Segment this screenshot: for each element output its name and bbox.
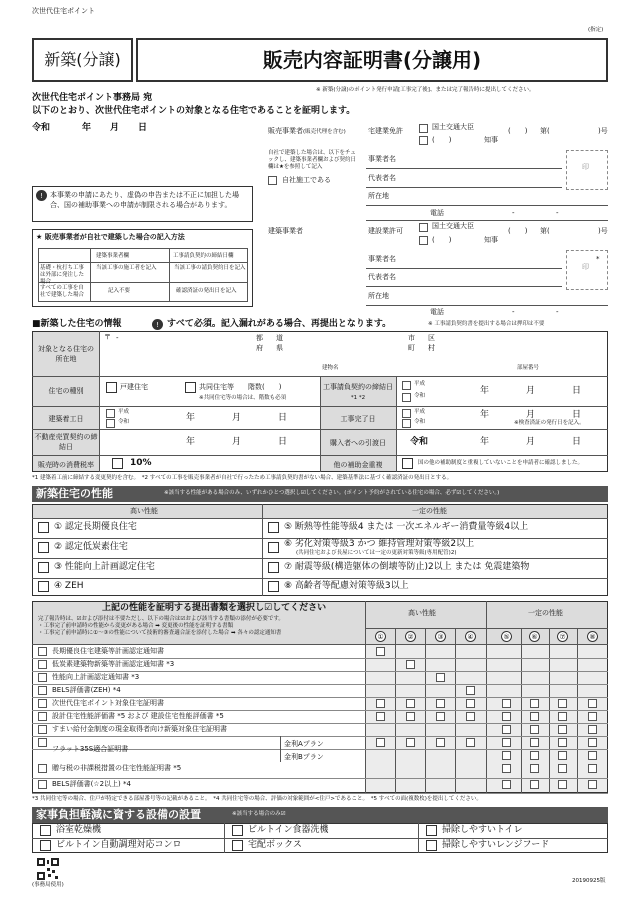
permit-dai: 第( — [540, 227, 550, 235]
shi: 市 — [408, 334, 415, 342]
builder-seal-star: * — [596, 255, 600, 263]
doc-row-5-col-1-checkbox[interactable] — [376, 699, 385, 708]
detached-label: 戸建住宅 — [120, 383, 148, 391]
builder-seal: 印 — [582, 263, 589, 271]
doc-col-5: ⑤ — [501, 631, 512, 642]
warning-text: 本事業の申請にあたり、虚偽の申告または不正に加担した場合、国の補助事業への申請が制限される場合があります。 — [50, 191, 239, 209]
builder-gov-checkbox[interactable] — [419, 236, 428, 245]
perf-1-checkbox[interactable] — [38, 522, 49, 533]
statement: 以下のとおり、次世代住宅ポイントの対象となる住宅であることを証明します。 — [32, 106, 356, 116]
footnote-2: *3 共同住宅等の場合、住戸が特定できる部屋番号等の記載があること。 *4 共同住宅等の場合、評価の対象範囲が<住戸>であること。 *5 すべての面(複数枚)を提出してください。 — [32, 796, 482, 802]
equip-dishwasher-checkbox[interactable] — [232, 825, 243, 836]
doc-row-7-col-8-checkbox[interactable] — [588, 725, 597, 734]
doc-high-header: 高い性能 — [408, 609, 436, 617]
complete-heisei: 平成 — [414, 409, 426, 415]
type-label: 住宅の種別 — [48, 387, 84, 395]
equip-range-hood: 掃除しやすいレンジフード — [442, 840, 550, 850]
perf-8-checkbox[interactable] — [268, 581, 279, 592]
do: 道 — [276, 334, 283, 342]
complete-heisei-cb[interactable] — [402, 409, 411, 418]
version: 20190925版 — [572, 878, 606, 884]
self-build-label: 自社施工である — [282, 176, 331, 184]
date-day: 日 — [138, 123, 148, 133]
doc-row-6-col-3-checkbox[interactable] — [436, 712, 445, 721]
ken: 県 — [276, 344, 283, 352]
perf-1-label: ① 認定長期優良住宅 — [54, 522, 137, 532]
seller-name-label: 事業者名 — [368, 155, 396, 163]
contract-label: 工事請負契約の締結日 — [323, 383, 393, 391]
doc-row-8-label: フラット35S適合証明書 — [52, 745, 129, 753]
doc-row-8-col-8-checkbox[interactable] — [588, 738, 597, 747]
perf-6-note: (共同住宅および長屋については一定の更新対策等級(専用配管)2) — [296, 550, 457, 556]
doc-row-6-col-1-checkbox[interactable] — [376, 712, 385, 721]
seller-rep-label: 代表者名 — [368, 174, 396, 182]
doc-row-8-col-4-checkbox[interactable] — [466, 738, 475, 747]
complete-label: 工事完了日 — [340, 415, 376, 423]
equip-range-hood-checkbox[interactable] — [426, 840, 437, 851]
sale-y: 年 — [186, 437, 196, 447]
contract-y: 年 — [480, 386, 490, 396]
zip-mark: 〒 — [104, 333, 111, 341]
doc-row-5-label: 次世代住宅ポイント対象住宅証明書 — [52, 699, 164, 707]
doc-row-4-label: BELS評価書(ZEH) *4 — [52, 686, 121, 694]
doc-row-8-checkbox[interactable] — [38, 738, 47, 747]
shared-note: ※共同住宅等の場合は、階数も必須 — [199, 395, 287, 401]
doc-row-8-col-1-checkbox[interactable] — [376, 738, 385, 747]
doc-row-11-col-7-checkbox[interactable] — [558, 780, 567, 789]
perf-4-label: ④ ZEH — [54, 581, 84, 591]
seller-seal: 印 — [582, 163, 589, 171]
builder-name-label: 事業者名 — [368, 255, 396, 263]
gov-checkbox[interactable] — [419, 136, 428, 145]
sec1-must: すべて必須。記入漏れがある場合、再提出となります。 — [167, 319, 392, 329]
doc-col-3: ③ — [435, 631, 446, 642]
doc-note1: 完了報告時は、☑および添付は不要ただし、以下の場合は☑および該当する書類の添付が必要です。 — [38, 616, 284, 622]
mlit-label: 国土交通大臣 — [432, 123, 474, 131]
doc-row-7-col-7-checkbox[interactable] — [558, 725, 567, 734]
doc-row-3-checkbox[interactable] — [38, 673, 47, 682]
sale-d: 日 — [278, 437, 288, 447]
doc-title: 上記の性能を証明する提出書類を選択し☑してください — [102, 603, 327, 613]
doc-row-5-col-3-checkbox[interactable] — [436, 699, 445, 708]
date-month: 月 — [110, 123, 120, 133]
equip-bath-dryer: 浴室乾燥機 — [56, 825, 102, 835]
doc-row-6-col-2-checkbox[interactable] — [406, 712, 415, 721]
start-y: 年 — [186, 413, 196, 423]
start-m: 月 — [232, 413, 242, 423]
sec3-note: ※該当する場合のみ☑ — [232, 811, 286, 817]
perf-2-checkbox[interactable] — [38, 542, 49, 553]
start-d: 日 — [278, 413, 288, 423]
seller-addr-label: 所在地 — [368, 192, 389, 200]
self-build-checkbox[interactable] — [268, 176, 277, 185]
doc-row-5-col-5-checkbox[interactable] — [502, 699, 511, 708]
shared-label: 共同住宅等 — [199, 383, 234, 391]
perf-high-header: 高い性能 — [130, 507, 158, 515]
self-build-note: 自社で建築した場合は、以下をチェックし、建築事業者欄および契約日欄は★を参照して記入 — [268, 150, 357, 170]
doc-row-5-col-7-checkbox[interactable] — [558, 699, 567, 708]
doc-row-4-checkbox[interactable] — [38, 686, 47, 695]
star-row1: 基礎・杭打ち工事は外部に発注した場合 — [40, 265, 85, 285]
seller-label-sub: (販売代理を含む) — [303, 129, 346, 135]
doc-row-7-label: すまい給付金制度の現金取得者向け新築対象住宅証明書 — [52, 725, 227, 733]
license-paren: ( ) — [508, 127, 528, 135]
doc-row-3-label: 性能向上計画認定通知書 *3 — [52, 673, 140, 681]
complete-y: 年 — [480, 410, 490, 420]
doc-col-4: ④ — [465, 631, 476, 642]
star-row2a: 記入不要 — [108, 288, 131, 294]
start-heisei: 平成 — [118, 409, 130, 415]
tax-checkbox[interactable] — [112, 458, 123, 469]
category-badge: 新築(分譲) — [32, 38, 133, 82]
contract-heisei-cb[interactable] — [402, 381, 411, 390]
other-note: 国の他の補助制度と重複していないことを申請者に確認しました。 — [418, 460, 584, 466]
doc-row-5-col-4-checkbox[interactable] — [466, 699, 475, 708]
date-year: 年 — [82, 123, 92, 133]
move-d: 日 — [572, 437, 582, 447]
doc-col-8: ⑧ — [587, 631, 598, 642]
star-row2: すべての工事を自社で建築した場合 — [40, 285, 85, 298]
perf-2-label: ② 認定低炭素住宅 — [54, 542, 128, 552]
doc-row-8-col-3-checkbox[interactable] — [436, 738, 445, 747]
doc-row-9-col-8-checkbox[interactable] — [588, 751, 597, 760]
doc-row-2-checkbox[interactable] — [38, 660, 47, 669]
move-reiwa: 令和 — [410, 437, 429, 447]
equip-stove: ビルトイン自動調理対応コンロ — [56, 840, 182, 850]
perf-std-header: 一定の性能 — [412, 507, 447, 515]
perf-7-label: ⑦ 耐震等級(構造躯体の倒壊等防止)2以上 または 免震建築物 — [284, 562, 530, 572]
mlit-checkbox[interactable] — [419, 124, 428, 133]
bldg-label: 建物名 — [322, 365, 339, 371]
complete-d: 日 — [572, 410, 582, 420]
qr-code-icon — [36, 857, 60, 881]
doc-row-10-col-5-checkbox[interactable] — [502, 764, 511, 773]
equip-delivery-box: 宅配ボックス — [248, 840, 302, 850]
doc-col-1: ① — [375, 631, 386, 642]
program-name: 次世代住宅ポイント — [32, 7, 95, 15]
license-label: 宅建業免許 — [368, 127, 403, 135]
move-label: 購入者への引渡日 — [330, 439, 386, 447]
doc-row-5-col-2-checkbox[interactable] — [406, 699, 415, 708]
doc-row-10-checkbox[interactable] — [38, 764, 47, 773]
sec1-note: ※ 工事請負契約書を提出する場合は押印は不要 — [428, 321, 545, 327]
builder-mlit-label: 国土交通大臣 — [432, 222, 474, 230]
doc-row-4-col-4-checkbox[interactable] — [466, 686, 475, 695]
doc-row-11-label: BELS評価書(☆2以上) *4 — [52, 780, 131, 788]
doc-row-10-col-7-checkbox[interactable] — [558, 764, 567, 773]
doc-row-8-col-2-checkbox[interactable] — [406, 738, 415, 747]
sec1-title: ■新築した住宅の情報 — [32, 319, 122, 329]
inspect-note: ※検査済証の発行日を記入。 — [514, 420, 585, 426]
doc-row-1-col-1-checkbox[interactable] — [376, 647, 385, 656]
doc-row-5-col-8-checkbox[interactable] — [588, 699, 597, 708]
perf-5-label: ⑤ 断熱等性能等級4 または 一次エネルギー消費量等級4以上 — [284, 522, 529, 532]
doc-row-6-col-4-checkbox[interactable] — [466, 712, 475, 721]
equip-toilet-checkbox[interactable] — [426, 825, 437, 836]
permit-go: )号 — [598, 227, 608, 235]
doc-row-11-col-5-checkbox[interactable] — [502, 780, 511, 789]
sec3-title: 家事負担軽減に資する設備の設置 — [36, 808, 201, 821]
start-heisei-cb[interactable] — [106, 409, 115, 418]
footnote-1: *1 建築着工前に締結する変更契約を含む。 *2 すべての工事を販売事業者が自社で行ったため工事請負契約書がない場合、建築基準法に基づく確認済証の発出日とする。 — [32, 475, 453, 481]
builder-gov-label: 知事 — [484, 236, 498, 244]
perf-6-checkbox[interactable] — [268, 542, 279, 553]
builder-addr-label: 所在地 — [368, 292, 389, 300]
seller-tel-label: 電話 — [430, 209, 444, 217]
builder-tel-label: 電話 — [430, 308, 444, 316]
sale-m: 月 — [232, 437, 242, 447]
designation: (指定) — [588, 27, 604, 33]
doc-note2: ・工事完了前申請時の性能から変更がある場合 ➡ 変更後の性能を証明する書類 — [38, 623, 234, 629]
flat-a-label: 金利Aプラン — [284, 740, 324, 748]
doc-row-9-col-7-checkbox[interactable] — [558, 751, 567, 760]
doc-row-6-checkbox[interactable] — [38, 712, 47, 721]
star-row2b: 確認済証の発出日を記入 — [176, 288, 237, 294]
contract-heisei: 平成 — [414, 381, 426, 387]
doc-row-7-col-5-checkbox[interactable] — [502, 725, 511, 734]
doc-row-7-col-6-checkbox[interactable] — [530, 725, 539, 734]
doc-row-1-checkbox[interactable] — [38, 647, 47, 656]
other-label: 他の補助金重複 — [333, 461, 383, 469]
detached-checkbox[interactable] — [106, 382, 117, 393]
office-use: (事務局使用) — [32, 882, 64, 888]
equip-bath-dryer-checkbox[interactable] — [40, 825, 51, 836]
doc-row-7-checkbox[interactable] — [38, 725, 47, 734]
doc-note3: ・工事完了前申請時に①～③の性能について技術的審査適合証を添付した場合 ➡ 各々の認定通知書 — [38, 630, 282, 636]
equip-dishwasher: ビルトイン食器洗機 — [248, 825, 329, 835]
gov-paren: ( ) — [432, 136, 452, 144]
doc-col-2: ② — [405, 631, 416, 642]
doc-row-6-label: 設計住宅性能評価書 *5 および 建設住宅性能評価書 *5 — [52, 712, 224, 720]
sale-label: 不動産売買契約の締結日 — [34, 433, 98, 451]
date-era: 令和 — [32, 123, 51, 133]
doc-row-6-col-8-checkbox[interactable] — [588, 712, 597, 721]
sec2-title: 新築住宅の性能 — [36, 487, 113, 500]
permit-label: 建設業許可 — [368, 227, 403, 235]
addressee: 次世代住宅ポイント事務局 宛 — [32, 93, 153, 103]
cho: 町 — [408, 344, 415, 352]
shared-checkbox[interactable] — [185, 382, 196, 393]
start-label: 建築着工日 — [48, 415, 84, 423]
start-reiwa-cb[interactable] — [106, 419, 115, 428]
star-col1: 建築事業者欄 — [96, 253, 130, 259]
complete-reiwa-cb[interactable] — [402, 419, 411, 428]
doc-row-5-checkbox[interactable] — [38, 699, 47, 708]
doc-row-6-col-7-checkbox[interactable] — [558, 712, 567, 721]
doc-row-8-col-7-checkbox[interactable] — [558, 738, 567, 747]
equip-toilet: 掃除しやすいトイレ — [442, 825, 523, 835]
doc-row-10-label: 贈与税の非課税措置の住宅性能証明書 *5 — [52, 764, 182, 772]
permit-paren: ( ) — [508, 227, 528, 235]
flat-b-label: 金利Bプラン — [284, 753, 324, 761]
equip-delivery-box-checkbox[interactable] — [232, 840, 243, 851]
perf-6-label: ⑥ 劣化対策等級3 かつ 維持管理対策等級2以上 — [284, 539, 475, 549]
ku: 区 — [428, 334, 435, 342]
star-row1a: 当該工事の施工者を記入 — [96, 265, 157, 271]
doc-row-11-col-8-checkbox[interactable] — [588, 780, 597, 789]
perf-4-checkbox[interactable] — [38, 581, 49, 592]
license-go: )号 — [598, 127, 608, 135]
sec2-note: ※該当する性能がある場合のみ、いずれかひとつ選択し☑してください。(ポイント予約がされている住宅の場合、必ず☑してください。) — [164, 490, 500, 496]
star-row1b: 当該工事の請負契約日を記入 — [174, 265, 246, 271]
seller-label: 販売事業者 — [268, 127, 303, 135]
doc-row-11-checkbox[interactable] — [38, 780, 47, 789]
builder-rep-label: 代表者名 — [368, 273, 396, 281]
doc-row-9-col-6-checkbox[interactable] — [530, 751, 539, 760]
top-note: ※ 新築(分譲)のポイント発行申請[工事完了後]、または完了報告時に提出してください。 — [316, 87, 535, 93]
fu: 府 — [256, 344, 263, 352]
license-dai: 第( — [540, 127, 550, 135]
doc-row-3-col-3-checkbox[interactable] — [436, 673, 445, 682]
doc-col-7: ⑦ — [557, 631, 568, 642]
doc-row-6-col-6-checkbox[interactable] — [530, 712, 539, 721]
doc-row-6-col-5-checkbox[interactable] — [502, 712, 511, 721]
equip-stove-checkbox[interactable] — [40, 840, 51, 851]
doc-row-8-col-5-checkbox[interactable] — [502, 738, 511, 747]
move-y: 年 — [480, 437, 490, 447]
doc-row-10-col-6-checkbox[interactable] — [530, 764, 539, 773]
doc-row-1-label: 長期優良住宅建築等計画認定通知書 — [52, 647, 164, 655]
perf-7-checkbox[interactable] — [268, 562, 279, 573]
perf-8-label: ⑧ 高齢者等配慮対策等級3以上 — [284, 581, 409, 591]
complete-m: 月 — [526, 410, 536, 420]
tax-value: 10% — [130, 458, 152, 468]
doc-row-8-col-6-checkbox[interactable] — [530, 738, 539, 747]
doc-col-6: ⑥ — [529, 631, 540, 642]
floors-label: 階数( ) — [248, 383, 282, 391]
to: 都 — [256, 334, 263, 342]
contract-note: *1 *2 — [350, 395, 366, 401]
doc-std-header: 一定の性能 — [528, 609, 563, 617]
perf-3-label: ③ 性能向上計画認定住宅 — [54, 562, 155, 572]
move-m: 月 — [526, 437, 536, 447]
tax-label: 販売時の消費税率 — [38, 461, 94, 469]
doc-row-9-col-5-checkbox[interactable] — [502, 751, 511, 760]
contract-reiwa-cb[interactable] — [402, 393, 411, 402]
doc-row-2-label: 低炭素建築物新築等計画認定通知書 *3 — [52, 660, 175, 668]
contract-d: 日 — [572, 386, 582, 396]
page-title: 販売内容証明書(分譲用) — [136, 38, 608, 82]
room-label: 部屋番号 — [517, 365, 540, 371]
doc-row-11-col-6-checkbox[interactable] — [530, 780, 539, 789]
start-reiwa: 令和 — [118, 419, 130, 425]
star-box-title: 販売事業者が自社で建築した場合の記入方法 — [44, 233, 185, 241]
doc-row-5-col-6-checkbox[interactable] — [530, 699, 539, 708]
contract-m: 月 — [526, 386, 536, 396]
doc-row-2-col-2-checkbox[interactable] — [406, 660, 415, 669]
builder-gov-paren: ( ) — [432, 236, 452, 244]
builder-mlit-checkbox[interactable] — [419, 223, 428, 232]
perf-3-checkbox[interactable] — [38, 562, 49, 573]
builder-label: 建築事業者 — [268, 227, 303, 235]
star-col2: 工事請負契約の締結日欄 — [173, 253, 234, 259]
gov-label: 知事 — [484, 136, 498, 144]
complete-reiwa: 令和 — [414, 419, 426, 425]
loc-label: 対象となる住宅の所在地 — [38, 345, 94, 363]
doc-row-10-col-8-checkbox[interactable] — [588, 764, 597, 773]
other-checkbox[interactable] — [402, 458, 413, 469]
contract-reiwa: 令和 — [414, 393, 426, 399]
perf-5-checkbox[interactable] — [268, 522, 279, 533]
son: 村 — [428, 344, 435, 352]
